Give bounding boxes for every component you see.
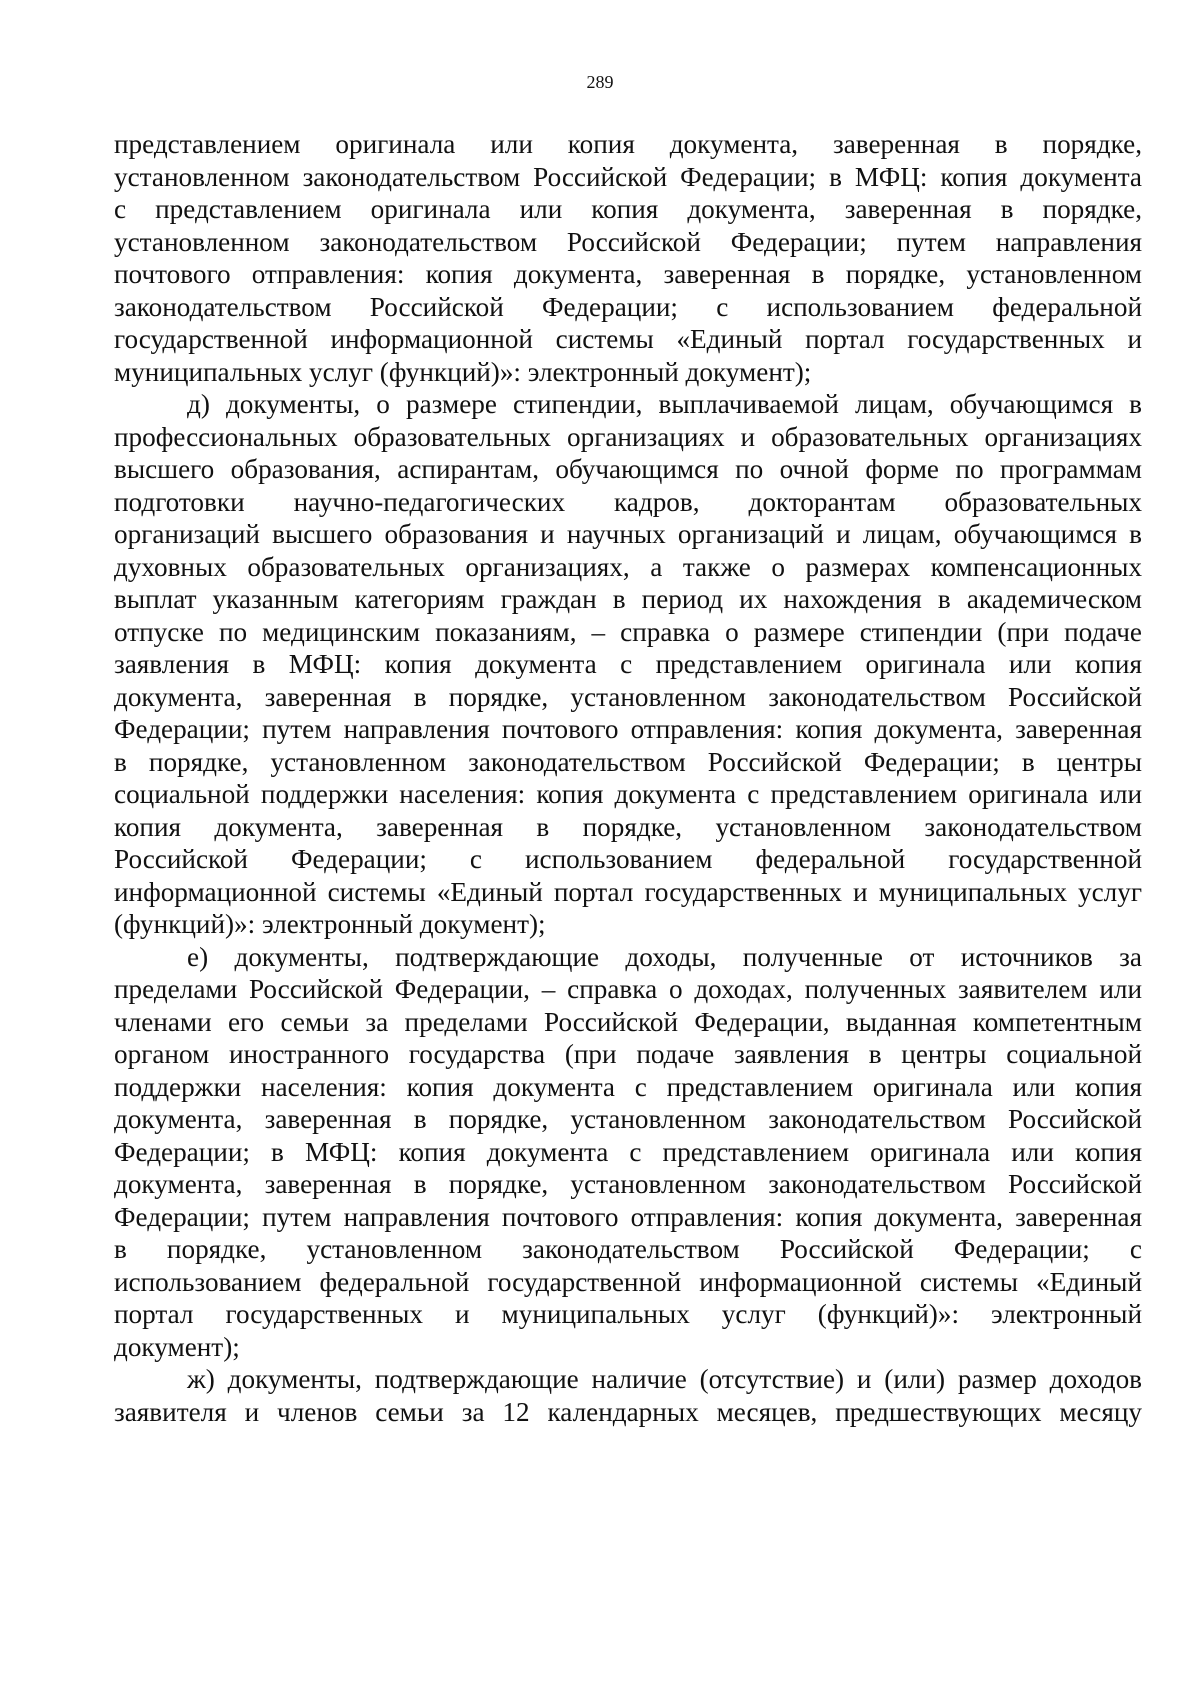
text-line: муниципальных услуг (функций)»: электронный документ);	[114, 356, 812, 387]
document-body	[114, 128, 1142, 1428]
text-line: информационной системы «Единый портал государственных и муниципальных услуг	[114, 876, 1142, 907]
text-line: (функций)»: электронный документ);	[114, 909, 546, 939]
text-line: духовных образовательных организациях, а также о размерах компенсационных	[114, 551, 1142, 582]
page-number: 289	[586, 72, 614, 92]
text-line: установленном законодательством Российской Федерации; в МФЦ: копия документа	[114, 161, 1142, 192]
text-line: д) документы, о размере стипендии, выплачиваемой лицам, обучающимся в	[187, 389, 1142, 419]
paragraph-continued	[114, 128, 1142, 388]
text-line: использованием федеральной государственной информационной системы «Единый	[114, 1266, 1142, 1297]
text-line: отпуске по медицинским показаниям, – справка о размере стипендии (при подаче	[114, 616, 1142, 647]
text-line: в порядке, установленном законодательством Российской Федерации; с	[114, 1234, 1142, 1264]
text-line: подготовки научно-педагогических кадров, докторантам образовательных	[114, 486, 1142, 517]
text-line: портал государственных и муниципальных услуг (функций)»: электронный	[114, 1299, 1142, 1329]
text-line: в порядке, установленном законодательством Российской Федерации; в центры	[114, 746, 1142, 777]
text-line: документ);	[114, 1331, 240, 1362]
text-line: организаций высшего образования и научных организаций и лицам, обучающимся в	[114, 519, 1142, 549]
text-line: заявителя и членов семьи за 12 календарных месяцев, предшествующих месяцу	[114, 1396, 1142, 1427]
text-line: государственной информационной системы «Единый портал государственных и	[114, 324, 1142, 354]
text-line: документа, заверенная в порядке, установленном законодательством Российской	[114, 1104, 1142, 1134]
paragraph-item-d	[114, 388, 1142, 941]
text-line: Федерации; в МФЦ: копия документа с представлением оригинала или копия	[114, 1136, 1142, 1167]
text-line: членами его семьи за пределами Российской Федерации, выданная компетентным	[114, 1006, 1142, 1037]
text-line: с представлением оригинала или копия документа, заверенная в порядке,	[114, 194, 1142, 224]
text-line: высшего образования, аспирантам, обучающимся по очной форме по программам	[114, 454, 1142, 484]
text-line: документа, заверенная в порядке, установленном законодательством Российской	[114, 681, 1142, 712]
text-line: е) документы, подтверждающие доходы, полученные от источников за	[187, 941, 1142, 972]
text-line: профессиональных образовательных организациях и образовательных организациях	[114, 421, 1142, 452]
text-line: Федерации; путем направления почтового отправления: копия документа, заверенная	[114, 1201, 1142, 1232]
text-line: законодательством Российской Федерации; с использованием федеральной	[114, 291, 1142, 322]
text-line: органом иностранного государства (при подаче заявления в центры социальной	[114, 1039, 1142, 1069]
text-line: выплат указанным категориям граждан в период их нахождения в академическом	[114, 584, 1142, 614]
paragraph-item-e	[114, 941, 1142, 1364]
text-line: социальной поддержки населения: копия документа с представлением оригинала или	[114, 779, 1142, 809]
text-line: Федерации; путем направления почтового отправления: копия документа, заверенная	[114, 714, 1142, 744]
text-line: установленном законодательством Российской Федерации; путем направления	[114, 226, 1142, 257]
text-line: представлением оригинала или копия документа, заверенная в порядке,	[114, 129, 1142, 159]
text-line: копия документа, заверенная в порядке, установленном законодательством	[114, 811, 1142, 842]
text-line: почтового отправления: копия документа, заверенная в порядке, установленном	[114, 259, 1142, 289]
text-line: ж) документы, подтверждающие наличие (отсутствие) и (или) размер доходов	[187, 1364, 1142, 1394]
text-line: Российской Федерации; с использованием федеральной государственной	[114, 844, 1142, 874]
text-line: заявления в МФЦ: копия документа с представлением оригинала или копия	[114, 649, 1142, 679]
text-line: документа, заверенная в порядке, установленном законодательством Российской	[114, 1169, 1142, 1199]
paragraph-item-zh	[114, 1363, 1142, 1428]
text-line: пределами Российской Федерации, – справка о доходах, полученных заявителем или	[114, 974, 1142, 1004]
text-line: поддержки населения: копия документа с представлением оригинала или копия	[114, 1071, 1142, 1102]
